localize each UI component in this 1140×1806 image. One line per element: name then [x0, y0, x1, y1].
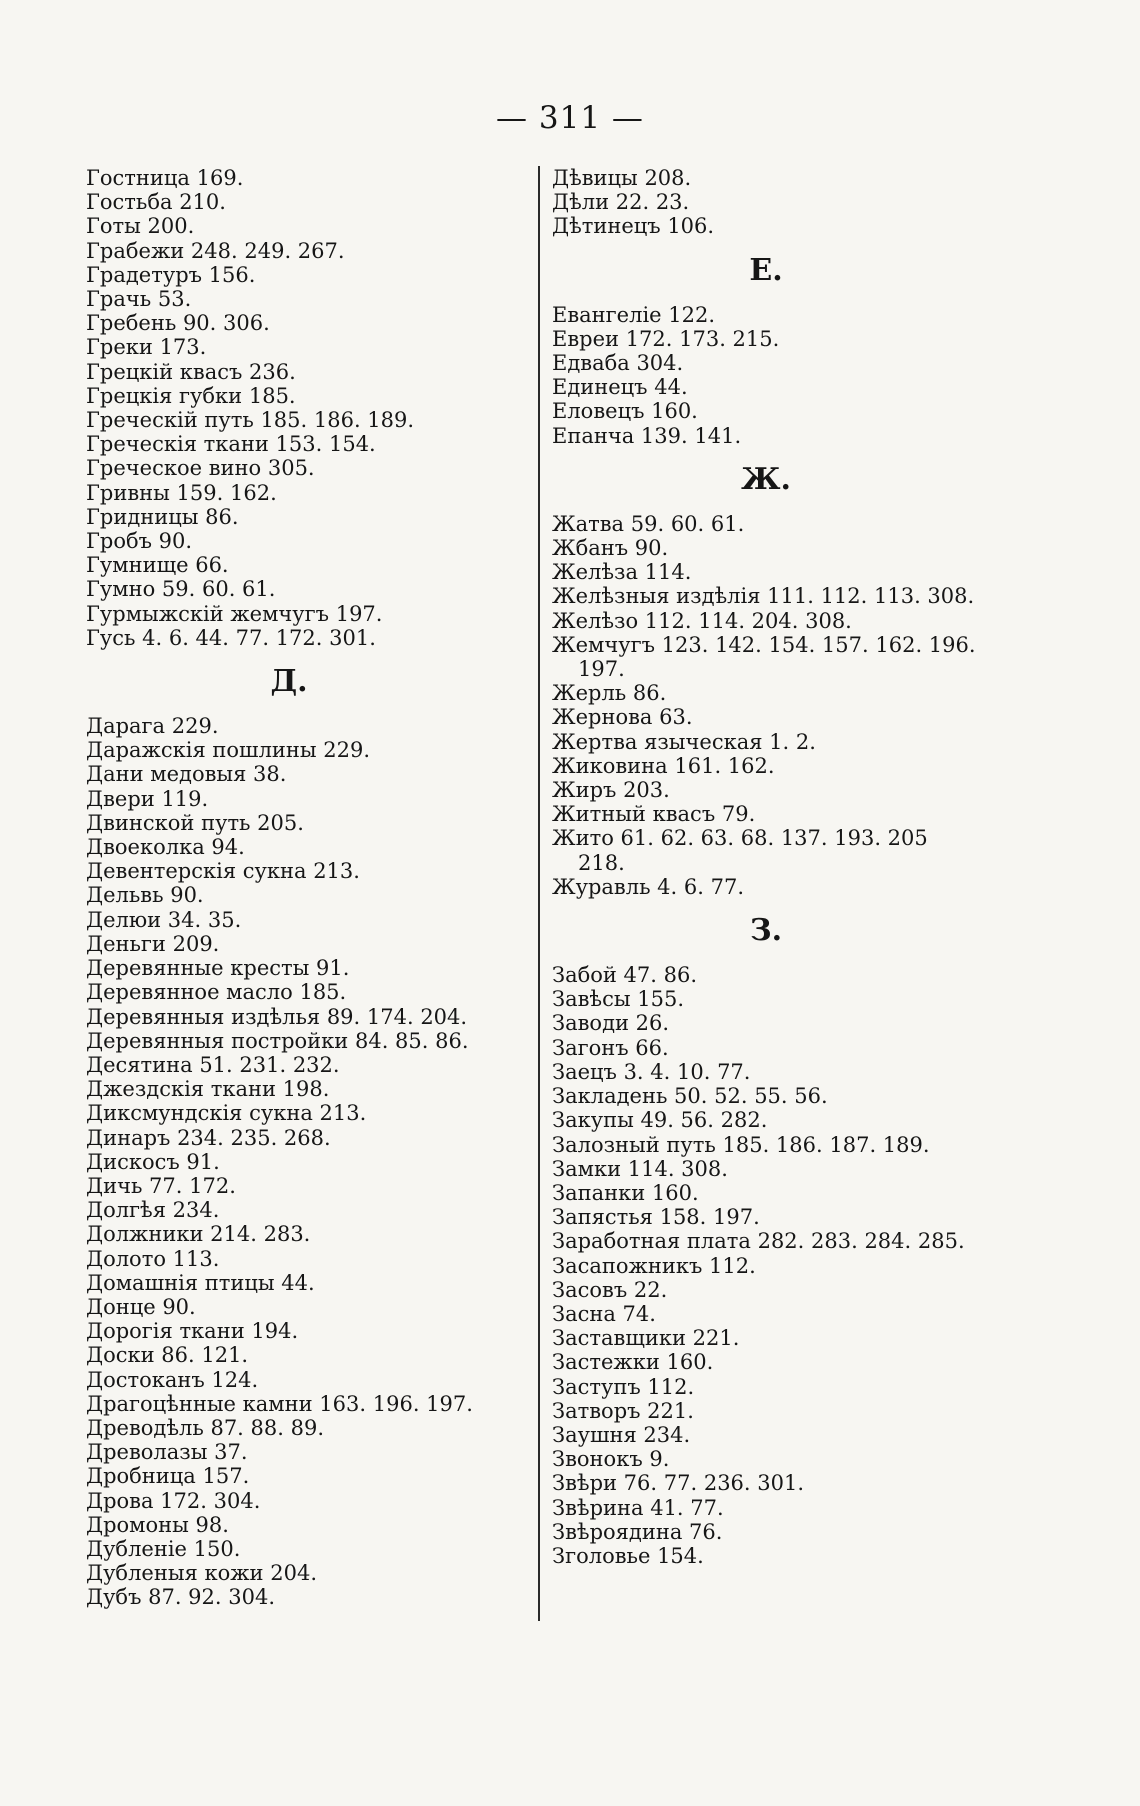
index-entry: Затворъ 221. [552, 1398, 694, 1423]
index-entry: Засапожникъ 112. [552, 1253, 756, 1278]
index-entry: Древолазы 37. [86, 1440, 248, 1465]
index-entry: Деревянные кресты 91. [86, 956, 350, 981]
index-entry: Долото 113. [86, 1246, 220, 1271]
index-entry: Журавль 4. 6. 77. [552, 874, 745, 899]
index-entry: Запанки 160. [552, 1180, 699, 1205]
index-entry: Грецкія губки 185. [86, 383, 296, 408]
index-entry: Заецъ 3. 4. 10. 77. [552, 1059, 751, 1084]
section-heading-e: Е. [749, 252, 783, 288]
index-entry: Желѣзныя издѣлія 111. 112. 113. 308. [552, 584, 975, 609]
index-entry: Гривны 159. 162. [86, 480, 277, 505]
index-entry: Дѣтинецъ 106. [552, 214, 715, 239]
index-entry: Дарага 229. [86, 714, 219, 739]
index-entry: Деревянныя издѣлья 89. 174. 204. [86, 1004, 468, 1029]
index-entry: Грабежи 248. 249. 267. [86, 238, 345, 263]
index-entry: Евреи 172. 173. 215. [552, 326, 780, 351]
entries-z [552, 963, 1020, 1568]
index-entry: Замки 114. 308. [552, 1156, 728, 1181]
index-entry: Дубъ 87. 92. 304. [86, 1585, 276, 1610]
left-column [86, 166, 532, 1610]
index-entry: Жито 61. 62. 63. 68. 137. 193. 205 [552, 826, 928, 851]
index-entry: Заушня 234. [552, 1422, 691, 1447]
page-number: — 311 — [496, 100, 644, 136]
index-entry: Двери 119. [86, 786, 209, 811]
index-entry: Должники 214. 283. [86, 1222, 311, 1247]
index-entry: Зголовье 154. [552, 1543, 704, 1568]
index-entry: Грачь 53. [86, 287, 192, 312]
index-entry: Желѣзо 112. 114. 204. 308. [552, 608, 852, 633]
index-entry: Дельвь 90. [86, 883, 204, 908]
index-entry: Достоканъ 124. [86, 1367, 259, 1392]
index-entry: Дубленыя кожи 204. [86, 1561, 317, 1586]
index-entry: Домашнія птицы 44. [86, 1270, 315, 1295]
section-heading-d: Д. [270, 664, 308, 700]
index-entry: Единецъ 44. [552, 375, 688, 400]
index-entry: Дромоны 98. [86, 1512, 229, 1537]
index-entry: Жбанъ 90. [552, 536, 669, 561]
index-entry: Засна 74. [552, 1301, 656, 1326]
index-entry: Девентерскія сукна 213. [86, 859, 360, 884]
index-entry: Дичь 77. 172. [86, 1173, 236, 1198]
index-entry: Завѣсы 155. [552, 987, 684, 1012]
index-entry: Звѣрина 41. 77. [552, 1495, 724, 1520]
index-entry: Дани медовыя 38. [86, 762, 287, 787]
index-entry: Жерль 86. [552, 681, 667, 706]
index-entry: Закупы 49. 56. 282. [552, 1108, 768, 1133]
index-entry: Гумнище 66. [86, 553, 229, 578]
index-entry: Жернова 63. [552, 705, 693, 730]
section-heading-zh: Ж. [741, 461, 791, 497]
index-entry: Залозный путь 185. 186. 187. 189. [552, 1132, 930, 1157]
index-entry: Двоеколка 94. [86, 835, 245, 860]
index-entry: Жиръ 203. [552, 778, 670, 803]
index-entry: Житный квасъ 79. [552, 802, 756, 827]
index-entry: Жиковина 161. 162. [552, 753, 775, 778]
index-entry: Епанча 139. 141. [552, 423, 742, 448]
index-entry: Дубленіе 150. [86, 1536, 241, 1561]
index-entry: Грецкій квасъ 236. [86, 359, 296, 384]
column-divider [538, 166, 540, 1621]
index-entry-continuation: 197. [578, 657, 625, 682]
index-entry: Готы 200. [86, 214, 195, 239]
index-entry: Закладень 50. 52. 55. 56. [552, 1084, 828, 1109]
index-entry: Звонокъ 9. [552, 1447, 670, 1472]
right-column [552, 166, 1020, 1568]
index-entry: Гребень 90. 306. [86, 311, 270, 336]
index-entry: Гробъ 90. [86, 529, 193, 554]
index-entry: Заработная плата 282. 283. 284. 285. [552, 1229, 965, 1254]
entries-d-continued [552, 166, 1020, 239]
index-entry: Диксмундскія сукна 213. [86, 1101, 367, 1126]
index-entry: Дѣвицы 208. [552, 166, 692, 190]
index-entry: Заступъ 112. [552, 1374, 695, 1399]
index-entry: Двинской путь 205. [86, 810, 304, 835]
index-entry: Жертва языческая 1. 2. [552, 729, 816, 754]
index-entry: Деревянныя постройки 84. 85. 86. [86, 1028, 469, 1053]
index-entry: Евангеліе 122. [552, 302, 716, 327]
index-entry: Десятина 51. 231. 232. [86, 1052, 340, 1077]
index-entry: Дрова 172. 304. [86, 1488, 261, 1513]
index-entry: Гумно 59. 60. 61. [86, 577, 276, 602]
index-entry: Дорогія ткани 194. [86, 1319, 299, 1344]
entries-g [86, 166, 532, 650]
index-entry: Едваба 304. [552, 351, 684, 376]
index-entry: Гусь 4. 6. 44. 77. 172. 301. [86, 625, 376, 650]
index-entry: Греческій путь 185. 186. 189. [86, 408, 415, 433]
index-entry: Запястья 158. 197. [552, 1205, 760, 1230]
index-entry: Жемчугъ 123. 142. 154. 157. 162. 196. [552, 632, 976, 657]
index-entry: Дѣли 22. 23. [552, 190, 690, 215]
index-entry: Донце 90. [86, 1294, 196, 1319]
entries-e [552, 303, 1020, 448]
index-entry: Джездскія ткани 198. [86, 1077, 330, 1102]
index-entry: Гридницы 86. [86, 504, 239, 529]
index-entry: Загонъ 66. [552, 1035, 669, 1060]
index-entry: Древодѣль 87. 88. 89. [86, 1415, 324, 1440]
index-entry: Долгѣя 234. [86, 1198, 220, 1223]
index-entry: Греческія ткани 153. 154. [86, 432, 376, 457]
index-entry: Заводи 26. [552, 1011, 670, 1036]
entries-d [86, 714, 532, 1610]
index-entry: Гостница 169. [86, 166, 244, 190]
index-entry: Еловецъ 160. [552, 399, 698, 424]
index-entry: Засовъ 22. [552, 1277, 668, 1302]
index-entry: Динаръ 234. 235. 268. [86, 1125, 331, 1150]
index-entry: Гурмыжскій жемчугъ 197. [86, 601, 383, 626]
index-entry: Гостьба 210. [86, 190, 226, 215]
index-entry: Делюи 34. 35. [86, 907, 242, 932]
index-entry: Застежки 160. [552, 1350, 714, 1375]
index-entry: Греки 173. [86, 335, 207, 360]
index-entry: Деньги 209. [86, 931, 220, 956]
index-entry: Драгоцѣнные камни 163. 196. 197. [86, 1391, 473, 1416]
index-entry: Заставщики 221. [552, 1326, 740, 1351]
index-entry: Звѣри 76. 77. 236. 301. [552, 1471, 805, 1496]
index-entry: Дискосъ 91. [86, 1149, 220, 1174]
section-heading-z: З. [749, 913, 783, 949]
index-entry: Греческое вино 305. [86, 456, 315, 481]
index-entry: Даражскія пошлины 229. [86, 738, 371, 763]
index-entry: Доски 86. 121. [86, 1343, 249, 1368]
index-entry: Желѣза 114. [552, 560, 692, 585]
index-entry-continuation: 218. [578, 850, 625, 875]
index-entry: Деревянное масло 185. [86, 980, 347, 1005]
index-entry: Дробница 157. [86, 1464, 250, 1489]
index-entry: Жатва 59. 60. 61. [552, 511, 745, 536]
entries-zh [552, 512, 1020, 899]
index-entry: Градетуръ 156. [86, 262, 256, 287]
index-entry: Забой 47. 86. [552, 963, 698, 988]
index-entry: Звѣроядина 76. [552, 1519, 723, 1544]
